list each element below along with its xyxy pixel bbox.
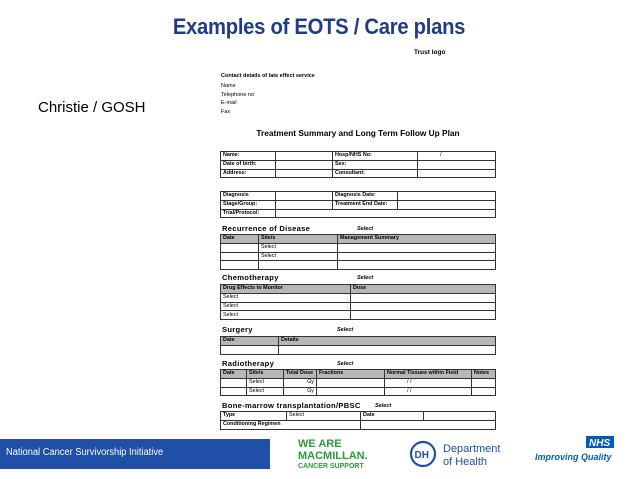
contact-fax: Fax — [221, 108, 231, 115]
table-row — [221, 261, 496, 270]
recurrence-col-date: Date — [221, 235, 259, 244]
table-row — [221, 311, 496, 320]
contact-email: E-mail — [221, 100, 237, 107]
conditioning-value[interactable] — [361, 420, 496, 429]
bmt-table — [220, 411, 495, 430]
recurrence-col-management: Management Summary — [338, 235, 496, 244]
consultant-value[interactable] — [418, 169, 496, 178]
recurrence-management-cell[interactable] — [338, 261, 496, 270]
recurrence-date-cell[interactable] — [221, 261, 259, 270]
stage-value[interactable] — [276, 200, 333, 209]
svg-text:of Health: of Health — [443, 456, 488, 468]
bmt-date-label: Date — [361, 412, 424, 421]
chemo-dose-cell[interactable] — [351, 311, 496, 320]
chemotherapy-heading: Chemotherapy — [222, 273, 279, 282]
trust-logo-placeholder: Trust logo — [414, 49, 446, 56]
chemo-drug-select[interactable]: Select — [221, 311, 351, 320]
trial-label: Trial/Protocol: — [221, 209, 276, 218]
dob-label: Date of birth: — [221, 160, 276, 169]
radio-dose-cell[interactable]: Gy — [284, 387, 317, 396]
recurrence-site-select[interactable]: Select — [259, 252, 338, 261]
slide-title: Examples of EOTS / Care plans — [172, 14, 466, 39]
radio-dose-cell[interactable]: Gy — [284, 378, 317, 387]
radio-col-total-dose: Total Dose — [284, 370, 317, 379]
table-row — [221, 293, 496, 302]
radio-site-select[interactable]: Select — [247, 387, 284, 396]
surgery-col-date: Date — [221, 337, 279, 346]
bmt-type-label: Type — [221, 412, 287, 421]
radio-tissues-cell[interactable]: / / — [385, 387, 472, 396]
recurrence-date-cell[interactable] — [221, 243, 259, 252]
svg-text:DH: DH — [414, 450, 429, 461]
treatment-end-value[interactable] — [398, 200, 496, 209]
chemotherapy-table — [220, 284, 495, 320]
radio-date-cell[interactable] — [221, 378, 247, 387]
macmillan-logo — [296, 435, 386, 471]
radio-col-normal-tissues: Normal Tissues within Field — [385, 370, 472, 379]
department-of-health-logo — [409, 439, 513, 469]
treatment-end-label: Treatment End Date: — [333, 200, 398, 209]
recurrence-site-cell[interactable] — [259, 261, 338, 270]
surgery-col-details: Details — [279, 337, 496, 346]
nhs-logo — [534, 436, 616, 464]
recurrence-table — [220, 234, 495, 270]
svg-text:CANCER SUPPORT: CANCER SUPPORT — [298, 463, 364, 470]
radio-tissues-cell[interactable]: / / — [385, 378, 472, 387]
radio-fractions-cell[interactable] — [317, 378, 385, 387]
radio-notes-cell[interactable] — [472, 378, 496, 387]
radio-col-fractions: Fractions — [317, 370, 385, 379]
table-row — [221, 302, 496, 311]
radiotherapy-heading: Radiotherapy — [222, 359, 275, 368]
diagnosis-date-label: Diagnosis Date: — [333, 192, 398, 201]
diagnosis-value[interactable] — [276, 192, 333, 201]
recurrence-col-sites: Site/s — [259, 235, 338, 244]
recurrence-management-cell[interactable] — [338, 243, 496, 252]
recurrence-date-cell[interactable] — [221, 252, 259, 261]
patient-table — [220, 151, 495, 178]
bmt-select[interactable]: Select — [375, 403, 392, 409]
svg-text:MACMILLAN.: MACMILLAN. — [298, 450, 368, 462]
table-row — [221, 345, 496, 354]
chemo-drug-select[interactable]: Select — [221, 302, 351, 311]
table-row — [221, 252, 496, 261]
hosp-no-label: Hosp/NHS No: — [333, 152, 418, 161]
chemo-dose-cell[interactable] — [351, 293, 496, 302]
org-label: Christie / GOSH — [38, 99, 146, 116]
radio-site-select[interactable]: Select — [247, 378, 284, 387]
form-title: Treatment Summary and Long Term Follow Up Plan — [256, 128, 460, 138]
table-row — [221, 243, 496, 252]
radio-date-cell[interactable] — [221, 387, 247, 396]
diagnosis-date-value[interactable] — [398, 192, 496, 201]
svg-text:WE ARE: WE ARE — [298, 438, 342, 450]
sex-label: Sex: — [333, 160, 418, 169]
table-row — [221, 378, 496, 387]
radio-col-notes: Notes — [472, 370, 496, 379]
recurrence-site-select[interactable]: Select — [259, 243, 338, 252]
patient-name-value[interactable] — [276, 152, 333, 161]
address-value[interactable] — [276, 169, 333, 178]
stage-label: Stage/Group: — [221, 200, 276, 209]
svg-text:NHS: NHS — [589, 438, 611, 449]
sex-value[interactable] — [418, 160, 496, 169]
footer-text: National Cancer Survivorship Initiative — [6, 447, 164, 458]
recurrence-management-cell[interactable] — [338, 252, 496, 261]
surgery-table — [220, 336, 495, 355]
chemo-drug-select[interactable]: Select — [221, 293, 351, 302]
chemotherapy-select[interactable]: Select — [357, 275, 374, 281]
surgery-details-cell[interactable] — [279, 345, 496, 354]
diagnosis-table — [220, 191, 495, 218]
bmt-date-value[interactable] — [424, 412, 496, 421]
radio-col-sites: Site/s — [247, 370, 284, 379]
radiotherapy-select[interactable]: Select — [337, 361, 354, 367]
table-row — [221, 387, 496, 396]
radio-col-date: Date — [221, 370, 247, 379]
trial-value[interactable] — [276, 209, 496, 218]
diagnosis-label: Diagnosis — [221, 192, 276, 201]
surgery-heading: Surgery — [222, 325, 253, 334]
chemo-col-dose: Dose — [351, 285, 496, 294]
contact-details — [221, 72, 315, 116]
contact-name: Name — [221, 83, 236, 90]
patient-name-label: Name: — [221, 152, 276, 161]
conditioning-label: Conditioning Regimen — [221, 420, 361, 429]
footer-band — [0, 439, 270, 469]
bmt-type-select[interactable]: Select — [287, 412, 361, 421]
address-label: Address: — [221, 169, 276, 178]
dob-value[interactable] — [276, 160, 333, 169]
svg-text:Department: Department — [443, 443, 501, 455]
svg-text:Improving Quality: Improving Quality — [535, 452, 612, 462]
surgery-select[interactable]: Select — [337, 327, 354, 333]
contact-heading: Contact details of late effect service — [221, 73, 315, 79]
chemo-col-drug: Drug Effects to Monitor — [221, 285, 351, 294]
hosp-no-value[interactable]: / — [418, 152, 496, 161]
radio-fractions-cell[interactable] — [317, 387, 385, 396]
consultant-label: Consultant: — [333, 169, 418, 178]
bmt-heading: Bone-marrow transplantation/PBSC — [222, 401, 361, 410]
radio-notes-cell[interactable] — [472, 387, 496, 396]
recurrence-heading: Recurrence of Disease — [222, 224, 311, 233]
chemo-dose-cell[interactable] — [351, 302, 496, 311]
surgery-date-cell[interactable] — [221, 345, 279, 354]
radiotherapy-table — [220, 369, 495, 396]
recurrence-select[interactable]: Select — [357, 226, 374, 232]
contact-telephone: Telephone no — [221, 91, 255, 98]
